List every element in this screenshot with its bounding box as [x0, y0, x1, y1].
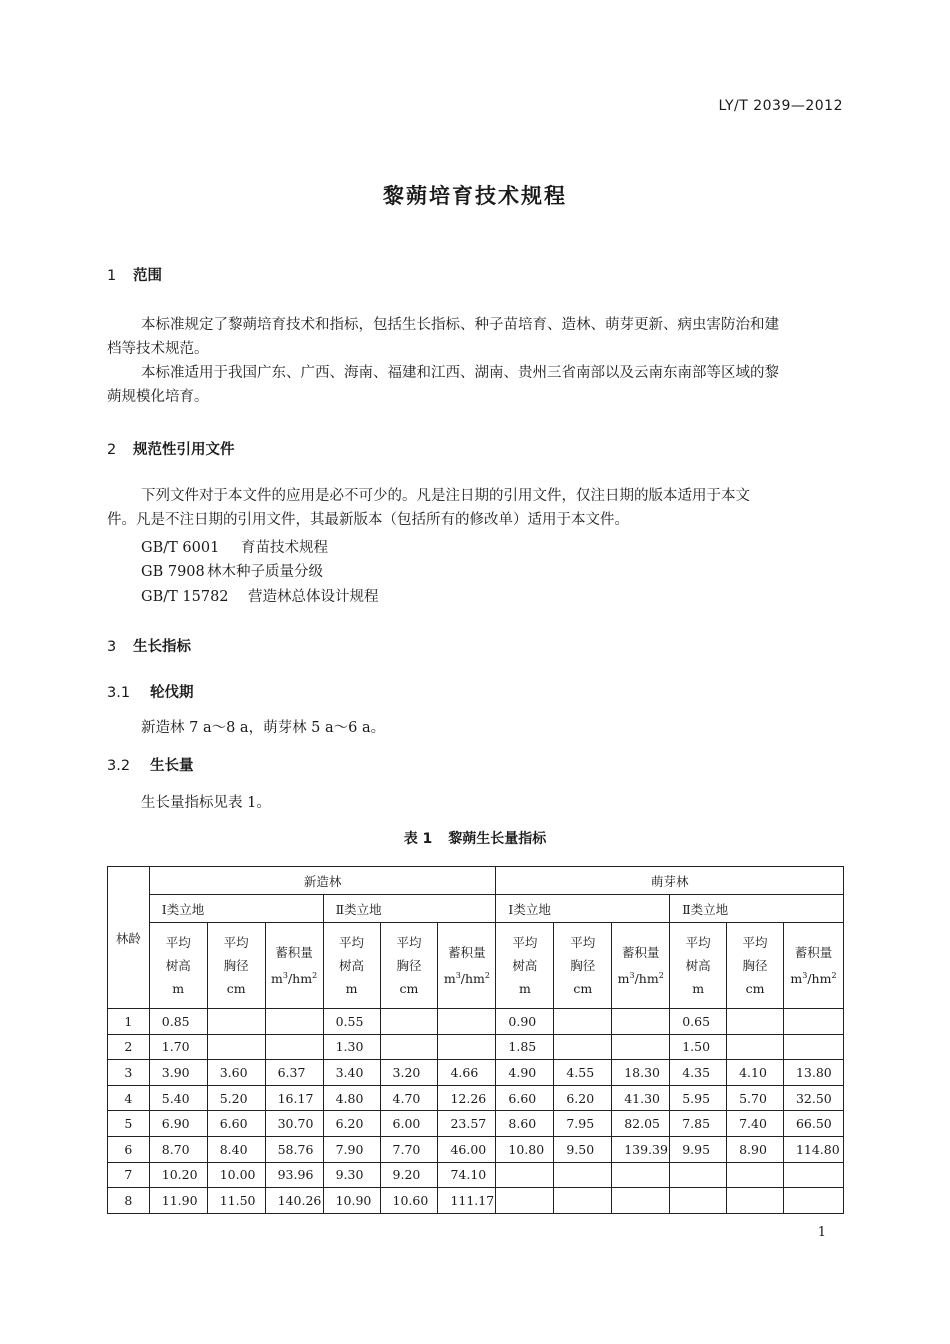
header-line: 平均: [570, 935, 596, 950]
section-3-2-text: 生长量指标见表 1。: [141, 795, 271, 811]
header-line: m: [692, 981, 705, 996]
value-cell: [727, 1188, 784, 1214]
mean-dbh-column-header: [554, 923, 612, 1009]
table-row: [108, 1111, 844, 1137]
value-cell: [554, 1009, 612, 1035]
mean-height-column-header: [496, 923, 554, 1009]
site-class-2-header: Ⅱ类立地: [670, 895, 844, 923]
value-cell: 6.90: [149, 1111, 207, 1137]
value-cell: 8.60: [496, 1111, 554, 1137]
table-caption: [0, 828, 950, 848]
section-number: 3.1: [107, 685, 131, 701]
age-cell: 2: [108, 1034, 150, 1060]
value-cell: 7.70: [380, 1136, 438, 1162]
paragraph-line: 档等技术规范。: [107, 341, 209, 357]
value-cell: 5.70: [727, 1085, 784, 1111]
mean-height-column-header: [323, 923, 380, 1009]
document-title: 黎蒴培育技术规程: [383, 184, 567, 208]
value-cell: 9.30: [323, 1162, 380, 1188]
reference-code: GB 7908: [141, 564, 205, 580]
volume-column-header: [438, 923, 496, 1009]
value-cell: 6.00: [380, 1111, 438, 1137]
value-cell: 0.65: [670, 1009, 727, 1035]
value-cell: 0.85: [149, 1009, 207, 1035]
value-cell: 8.90: [727, 1136, 784, 1162]
header-line: 蓄积量: [794, 945, 833, 960]
header-line: 平均: [339, 935, 365, 950]
section-2-paragraph-1: [107, 484, 843, 532]
header-line: 胸径: [570, 958, 596, 973]
standard-code: LY/T 2039—2012: [718, 98, 843, 114]
header-line: 树高: [339, 958, 365, 973]
value-cell: 5.95: [670, 1085, 727, 1111]
group-header-new-plantation: 新造林: [149, 867, 496, 895]
header-line: 蓄积量: [621, 945, 660, 960]
table-caption-title: 黎蒴生长量指标: [448, 831, 547, 847]
header-line: 平均: [685, 935, 711, 950]
value-cell: 5.40: [149, 1085, 207, 1111]
value-cell: 1.70: [149, 1034, 207, 1060]
table-row: [108, 1085, 844, 1111]
value-cell: 4.10: [727, 1060, 784, 1086]
header-line: 平均: [165, 935, 191, 950]
value-cell: 6.20: [323, 1111, 380, 1137]
header-line: cm: [399, 981, 419, 996]
mean-height-column-header: [670, 923, 727, 1009]
header-line: m: [518, 981, 531, 996]
value-cell: 13.80: [783, 1060, 843, 1086]
value-cell: 3.90: [149, 1060, 207, 1086]
site-class-2-header: Ⅱ类立地: [323, 895, 496, 923]
table-row: [108, 1188, 844, 1214]
value-cell: 4.70: [380, 1085, 438, 1111]
age-cell: 5: [108, 1111, 150, 1137]
value-cell: 66.50: [783, 1111, 843, 1137]
table-row: [108, 1034, 844, 1060]
volume-unit: $m^3/hm^2$: [790, 971, 837, 986]
value-cell: [727, 1034, 784, 1060]
value-cell: 10.80: [496, 1136, 554, 1162]
age-cell: 3: [108, 1060, 150, 1086]
mean-dbh-column-header: [727, 923, 784, 1009]
value-cell: [496, 1162, 554, 1188]
section-number: 1: [107, 268, 117, 284]
value-cell: [554, 1034, 612, 1060]
value-cell: [438, 1009, 496, 1035]
value-cell: 11.90: [149, 1188, 207, 1214]
section-title: 范围: [133, 268, 162, 284]
header-line: 平均: [512, 935, 538, 950]
value-cell: [265, 1009, 323, 1035]
value-cell: 9.50: [554, 1136, 612, 1162]
value-cell: 1.30: [323, 1034, 380, 1060]
value-cell: [380, 1009, 438, 1035]
header-line: 平均: [396, 935, 422, 950]
value-cell: 114.80: [783, 1136, 843, 1162]
reference-name: 林木种子质量分级: [207, 564, 323, 580]
volume-column-header: [612, 923, 670, 1009]
value-cell: [265, 1034, 323, 1060]
value-cell: 6.60: [496, 1085, 554, 1111]
paragraph-line: 下列文件对于本文件的应用是必不可少的。凡是注日期的引用文件，仅注日期的版本适用于本文: [141, 488, 750, 504]
reference-item: [141, 560, 323, 581]
section-1-paragraph-1: [107, 313, 843, 361]
age-header: 林龄: [108, 867, 150, 1009]
group-header-sprout-forest: 萌芽林: [496, 867, 844, 895]
value-cell: 11.50: [207, 1188, 265, 1214]
header-line: 平均: [223, 935, 249, 950]
value-cell: 111.17: [438, 1188, 496, 1214]
value-cell: 3.40: [323, 1060, 380, 1086]
value-cell: 30.70: [265, 1111, 323, 1137]
section-1-heading: [107, 264, 162, 285]
reference-code: GB/T 6001: [141, 540, 220, 556]
section-1-paragraph-2: [107, 361, 843, 409]
reference-code: GB/T 15782: [141, 589, 229, 605]
age-cell: 4: [108, 1085, 150, 1111]
value-cell: [670, 1188, 727, 1214]
value-cell: 3.60: [207, 1060, 265, 1086]
value-cell: 9.95: [670, 1136, 727, 1162]
value-cell: [496, 1188, 554, 1214]
section-number: 2: [107, 442, 117, 458]
value-cell: 8.40: [207, 1136, 265, 1162]
value-cell: 7.40: [727, 1111, 784, 1137]
value-cell: 4.90: [496, 1060, 554, 1086]
table-row: [108, 1136, 844, 1162]
header-line: cm: [573, 981, 593, 996]
table-row: [108, 1060, 844, 1086]
value-cell: 10.20: [149, 1162, 207, 1188]
value-cell: 41.30: [612, 1085, 670, 1111]
header-line: 胸径: [742, 958, 768, 973]
value-cell: [612, 1009, 670, 1035]
table-caption-number: 表 1: [403, 831, 433, 847]
section-number: 3.2: [107, 758, 131, 774]
header-line: cm: [745, 981, 765, 996]
value-cell: 7.95: [554, 1111, 612, 1137]
reference-name: 育苗技术规程: [241, 540, 328, 556]
value-cell: 82.05: [612, 1111, 670, 1137]
mean-dbh-column-header: [207, 923, 265, 1009]
paragraph-line: 蒴规模化培育。: [107, 389, 209, 405]
header-line: 胸径: [396, 958, 422, 973]
value-cell: 0.90: [496, 1009, 554, 1035]
site-class-1-header: Ⅰ类立地: [496, 895, 670, 923]
value-cell: 4.66: [438, 1060, 496, 1086]
value-cell: [612, 1188, 670, 1214]
header-line: cm: [226, 981, 246, 996]
value-cell: [783, 1009, 843, 1035]
value-cell: [783, 1034, 843, 1060]
section-title: 规范性引用文件: [133, 442, 235, 458]
header-line: m: [345, 981, 358, 996]
age-cell: 1: [108, 1009, 150, 1035]
value-cell: 32.50: [783, 1085, 843, 1111]
header-line: 胸径: [223, 958, 249, 973]
value-cell: [207, 1034, 265, 1060]
site-class-1-header: Ⅰ类立地: [149, 895, 323, 923]
volume-column-header: [265, 923, 323, 1009]
section-title: 生长指标: [133, 639, 191, 655]
reference-name: 营造林总体设计规程: [248, 589, 379, 605]
value-cell: [380, 1034, 438, 1060]
value-cell: [207, 1009, 265, 1035]
volume-unit: $m^3/hm^2$: [271, 971, 318, 986]
header-line: 蓄积量: [275, 945, 313, 960]
reference-item: [141, 585, 379, 606]
value-cell: [612, 1162, 670, 1188]
value-cell: 140.26: [265, 1188, 323, 1214]
value-cell: [783, 1188, 843, 1214]
value-cell: 10.90: [323, 1188, 380, 1214]
value-cell: 12.26: [438, 1085, 496, 1111]
value-cell: 139.39: [612, 1136, 670, 1162]
paragraph-line: 本标准规定了黎蒴培育技术和指标，包括生长指标、种子苗培育、造林、萌芽更新、病虫害防治和建: [141, 317, 779, 333]
growth-index-table: [107, 866, 844, 1214]
value-cell: 10.60: [380, 1188, 438, 1214]
volume-unit: $m^3/hm^2$: [443, 971, 491, 986]
value-cell: 5.20: [207, 1085, 265, 1111]
value-cell: 4.35: [670, 1060, 727, 1086]
value-cell: [612, 1034, 670, 1060]
value-cell: 46.00: [438, 1136, 496, 1162]
header-line: 树高: [512, 958, 538, 973]
section-3-heading: [107, 635, 191, 656]
value-cell: 7.90: [323, 1136, 380, 1162]
age-cell: 6: [108, 1136, 150, 1162]
mean-height-column-header: [149, 923, 207, 1009]
reference-item: [141, 536, 328, 557]
value-cell: 10.00: [207, 1162, 265, 1188]
value-cell: 3.20: [380, 1060, 438, 1086]
page-number: 1: [817, 1225, 826, 1240]
value-cell: 6.60: [207, 1111, 265, 1137]
value-cell: 16.17: [265, 1085, 323, 1111]
value-cell: [554, 1162, 612, 1188]
value-cell: 4.55: [554, 1060, 612, 1086]
age-cell: 8: [108, 1188, 150, 1214]
value-cell: 93.96: [265, 1162, 323, 1188]
header-line: 树高: [165, 958, 191, 973]
value-cell: 23.57: [438, 1111, 496, 1137]
value-cell: [554, 1188, 612, 1214]
value-cell: 4.80: [323, 1085, 380, 1111]
section-number: 3: [107, 639, 117, 655]
value-cell: 6.37: [265, 1060, 323, 1086]
paragraph-line: 本标准适用于我国广东、广西、海南、福建和江西、湖南、贵州三省南部以及云南东南部等区域的黎: [141, 365, 779, 381]
value-cell: [727, 1009, 784, 1035]
section-3-2-heading: [107, 754, 194, 775]
table-row: [108, 1009, 844, 1035]
volume-column-header: [783, 923, 843, 1009]
value-cell: 74.10: [438, 1162, 496, 1188]
value-cell: 18.30: [612, 1060, 670, 1086]
header-line: m: [172, 981, 185, 996]
value-cell: [727, 1162, 784, 1188]
value-cell: 6.20: [554, 1085, 612, 1111]
value-cell: 1.85: [496, 1034, 554, 1060]
value-cell: [438, 1034, 496, 1060]
section-title: 轮伐期: [150, 685, 194, 701]
table-row: [108, 1162, 844, 1188]
value-cell: 8.70: [149, 1136, 207, 1162]
header-line: 平均: [742, 935, 768, 950]
header-line: 树高: [685, 958, 711, 973]
value-cell: 58.76: [265, 1136, 323, 1162]
age-cell: 7: [108, 1162, 150, 1188]
value-cell: 1.50: [670, 1034, 727, 1060]
mean-dbh-column-header: [380, 923, 438, 1009]
section-title: 生长量: [150, 758, 194, 774]
value-cell: 7.85: [670, 1111, 727, 1137]
paragraph-line: 件。凡是不注日期的引用文件，其最新版本（包括所有的修改单）适用于本文件。: [107, 512, 629, 528]
section-3-1-heading: [107, 681, 194, 702]
value-cell: 9.20: [380, 1162, 438, 1188]
value-cell: 0.55: [323, 1009, 380, 1035]
header-line: 蓄积量: [448, 945, 486, 960]
section-2-heading: [107, 438, 235, 459]
volume-unit: $m^3/hm^2$: [617, 971, 664, 986]
value-cell: [670, 1162, 727, 1188]
section-3-1-text: 新造林 7 a～8 a，萌芽林 5 a～6 a。: [141, 720, 386, 736]
value-cell: [783, 1162, 843, 1188]
